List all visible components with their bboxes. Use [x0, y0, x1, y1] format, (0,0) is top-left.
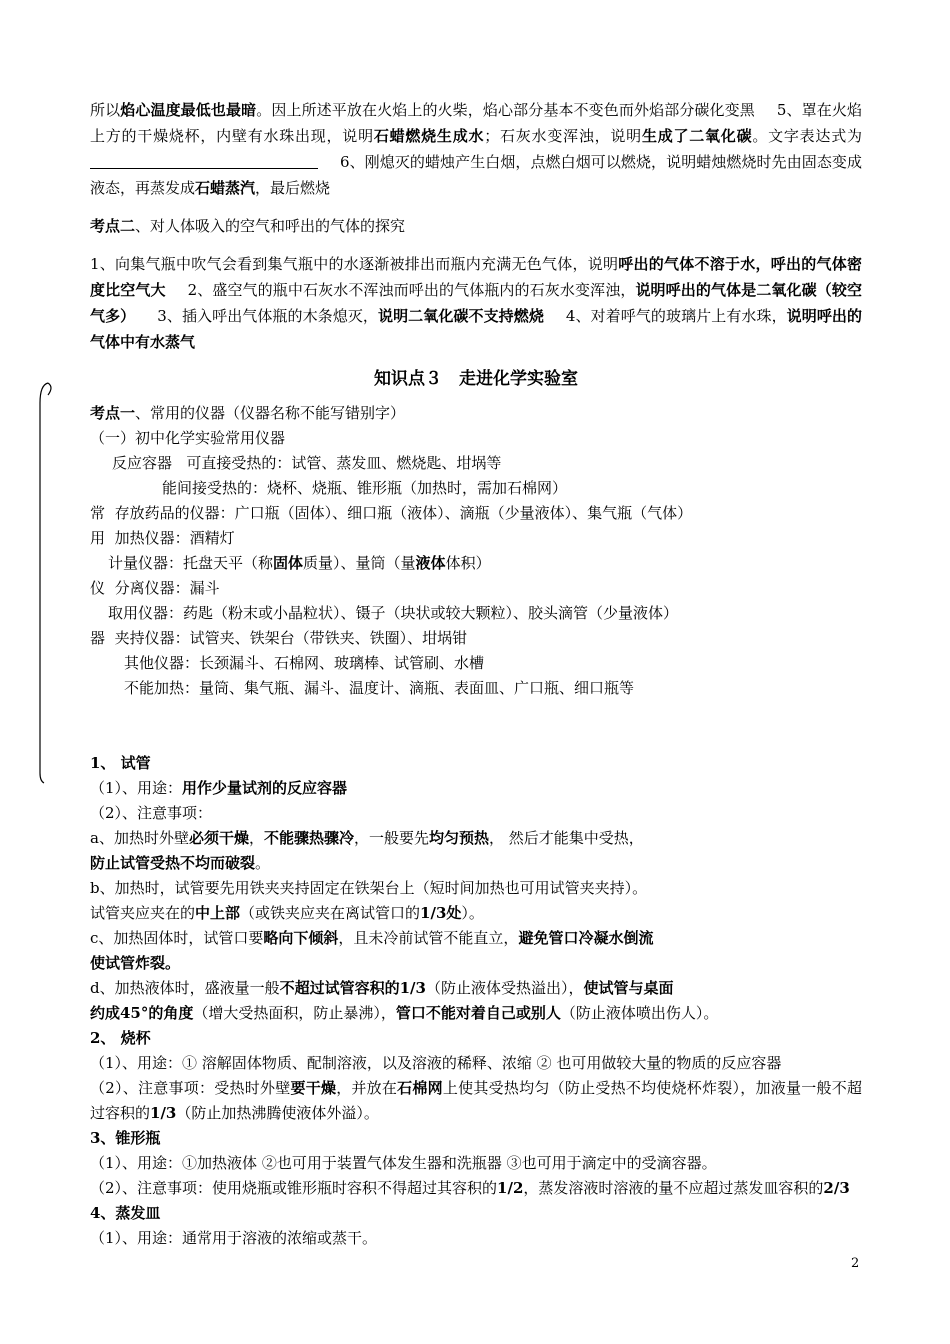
emphasis: 石蜡燃烧生成水 — [373, 127, 485, 145]
text: 。因上所述平放在火焰上的火柴，焰心部分基本不变色而外焰部分碳化变黑 — [256, 101, 755, 119]
catalog-row: 用 加热仪器：酒精灯 — [90, 529, 235, 547]
label: 考点二 — [90, 217, 136, 235]
flask-use: （1）、用途：①加热液体 ②也可用于装置气体发生器和洗瓶器 ③也可用于滴定中的受滴容器。 — [90, 1154, 717, 1172]
heading-conical-flask: 3、锥形瓶 — [90, 1129, 161, 1147]
heading-kaodian-2 — [90, 213, 862, 239]
text: 所以 — [90, 101, 121, 119]
section-title: 知识点３ 走进化学实验室 — [374, 369, 578, 389]
emphasis: 石蜡蒸汽 — [195, 179, 256, 197]
beaker-use: （1）、用途：① 溶解固体物质、配制溶液，以及溶液的稀释、浓缩 ② 也可用做较大量的物质的反应容器 — [90, 1054, 782, 1072]
brace-icon — [20, 373, 60, 793]
emphasis: 说明呼出的气体中有水蒸气 — [90, 307, 862, 351]
test-tube-note-b: b、加热时，试管要先用铁夹夹持固定在铁架台上（短时间加热也可用试管夹夹持）。 — [90, 879, 648, 897]
test-tube-notes: （2）、注意事项： — [90, 804, 213, 822]
heading-test-tube: 1、 试管 — [90, 754, 151, 772]
heading-kaodian-1 — [90, 401, 862, 426]
text: ，最后燃烧 — [255, 179, 331, 197]
catalog-row: 不能加热：量筒、集气瓶、漏斗、温度计、滴瓶、表面皿、广口瓶、细口瓶等 — [124, 679, 635, 697]
text: 、对人体吸入的空气和呼出的气体的探究 — [135, 217, 406, 235]
paragraph-breath-experiment — [90, 251, 862, 355]
text: 、常用的仪器（仪器名称不能写错别字） — [135, 404, 406, 422]
emphasis: 说明呼出的气体是二氧化碳（较空气多） — [90, 281, 862, 325]
heading-evaporating-dish: 4、蒸发皿 — [90, 1204, 161, 1222]
test-tube-note-b-cont: 试管夹应夹在的中上部（或铁夹应夹在离试管口的1/3处）。 — [90, 904, 484, 922]
catalog-row: 反应容器 可直接受热的：试管、蒸发皿、燃烧匙、坩埚等 — [112, 454, 502, 472]
test-tube-note-d-cont: 约成45°的角度（增大受热面积，防止暴沸），管口不能对着自己或别人（防止液体喷出伤人）。 — [90, 1004, 719, 1022]
subheading: （一）初中化学实验常用仪器 — [90, 429, 286, 447]
emphasis: 说明二氧化碳不支持燃烧 — [378, 307, 544, 325]
label: 考点一 — [90, 404, 136, 422]
catalog-row: 计量仪器：托盘天平（称固体质量）、量筒（量液体体积） — [108, 554, 491, 572]
catalog-row: 器 夹持仪器：试管夹、铁架台（带铁夹、铁圈）、坩埚钳 — [90, 629, 468, 647]
catalog-row: 能间接受热的：烧杯、烧瓶、锥形瓶（加热时，需加石棉网） — [162, 479, 568, 497]
catalog-row: 取用仪器：药匙（粉末或小晶粒状）、镊子（块状或较大颗粒）、胶头滴管（少量液体） — [108, 604, 679, 622]
dish-use: （1）、用途：通常用于溶液的浓缩或蒸干。 — [90, 1229, 378, 1247]
test-tube-note-a-cont: 防止试管受热不均而破裂。 — [90, 854, 271, 872]
catalog-row: 仪 分离仪器：漏斗 — [90, 579, 220, 597]
flask-notes: （2）、注意事项：使用烧瓶或锥形瓶时容积不得超过其容积的1/2，蒸发溶液时溶液的量不应超过蒸发皿容积的2/3 — [90, 1179, 850, 1197]
text: 。文字表达式为 — [752, 127, 862, 145]
text: 4、对着呼气的玻璃片上有水珠， — [565, 307, 787, 325]
instrument-catalog — [90, 451, 862, 751]
emphasis: 呼出的气体不溶于水，呼出的气体密度比空气大 — [90, 255, 862, 299]
paragraph-candle-flame — [90, 97, 862, 201]
text: 5、罩在火焰上方的干燥烧杯，内壁有水珠出现，说明 — [90, 101, 862, 145]
test-tube-note-a: a、加热时外壁必须干燥，不能骤热骤冷，一般要先均匀预热， 然后才能集中受热， — [90, 829, 644, 847]
page-number: 2 — [851, 1256, 860, 1271]
catalog-row: 常 存放药品的仪器：广口瓶（固体）、细口瓶（液体）、滴瓶（少量液体）、集气瓶（气体） — [90, 504, 693, 522]
catalog-row: 其他仪器：长颈漏斗、石棉网、玻璃棒、试管刷、水槽 — [124, 654, 485, 672]
test-tube-use: （1）、用途：用作少量试剂的反应容器 — [90, 779, 348, 797]
document-page — [90, 97, 862, 1251]
text: ；石灰水变浑浊，说明 — [484, 127, 642, 145]
test-tube-note-d: d、加热液体时，盛液量一般不超过试管容积的1/3（防止液体受热溢出），使试管与桌面 — [90, 979, 674, 997]
text: 6、刚熄灭的蜡烛产生白烟，点燃白烟可以燃烧，说明蜡烛燃烧时先由固态变成液态，再蒸发成 — [90, 153, 862, 197]
text: 2、盛空气的瓶中石灰水不浑浊而呼出的气体瓶内的石灰水变浑浊， — [187, 281, 636, 299]
text: 1、向集气瓶中吹气会看到集气瓶中的水逐渐被排出而瓶内充满无色气体，说明 — [90, 255, 619, 273]
text: 3、插入呼出气体瓶的木条熄灭， — [157, 307, 379, 325]
emphasis: 生成了二氧化碳 — [641, 127, 753, 145]
test-tube-note-c-cont: 使试管炸裂。 — [90, 954, 181, 972]
fill-in-blank — [90, 153, 318, 169]
beaker-notes: （2）、注意事项：受热时外壁要干燥，并放在石棉网上使其受热均匀（防止受热不均使烧杯炸裂），加液量一般不超过容积的1/3（防止加热沸腾使液体外溢）。 — [90, 1079, 862, 1122]
test-tube-note-c: c、加热固体时，试管口要略向下倾斜，且未冷前试管不能直立，避免管口冷凝水倒流 — [90, 929, 654, 947]
heading-beaker: 2、 烧杯 — [90, 1029, 151, 1047]
emphasis: 焰心温度最低也最暗 — [120, 101, 257, 119]
